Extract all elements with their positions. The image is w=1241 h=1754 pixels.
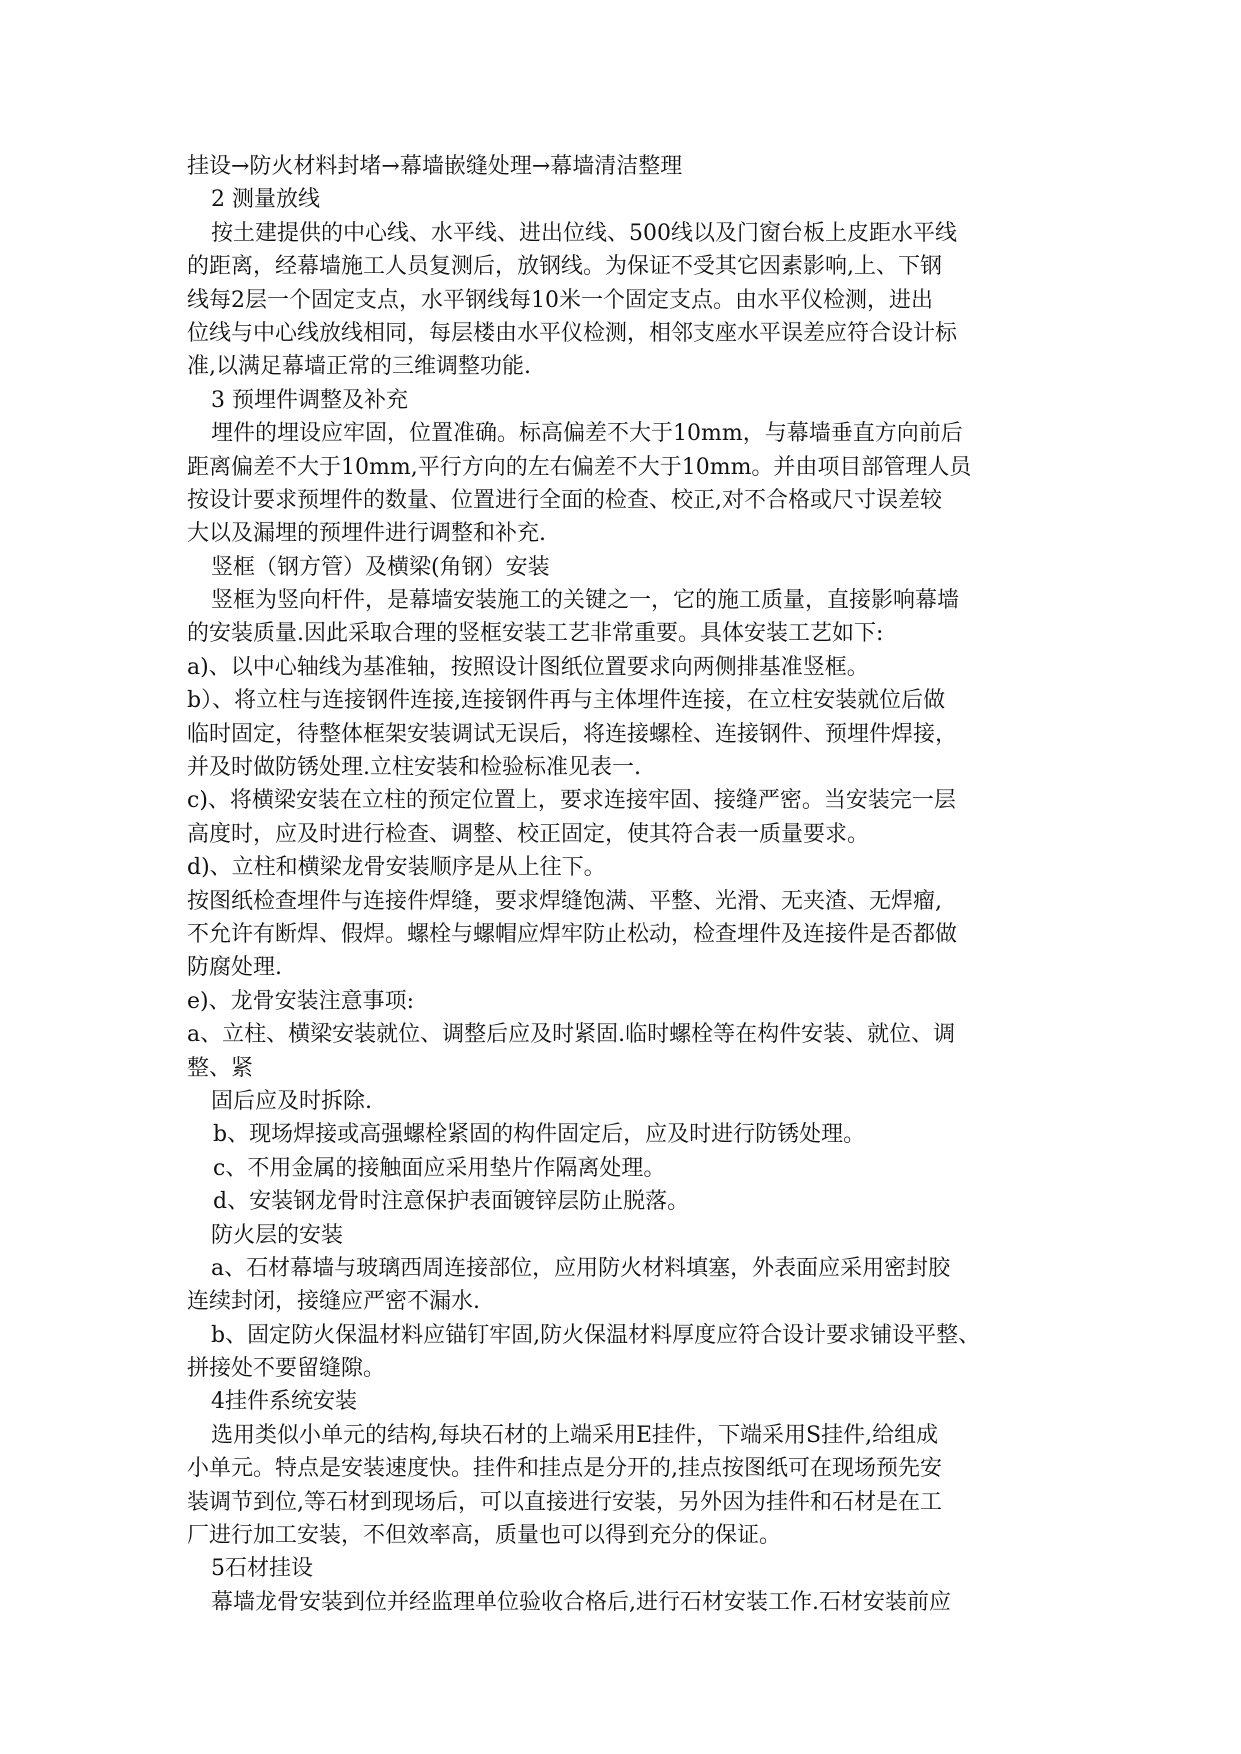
text-line: 3 预埋件调整及补充 [211,387,408,413]
text-line: b）、将立柱与连接钢件连接,连接钢件再与主体埋件连接，在立柱安装就位后做 [187,688,946,714]
text-line: 不允许有断焊、假焊。螺栓与螺帽应焊牢防止松动，检查埋件及连接件是否都做 [187,921,958,947]
text-line: 防腐处理. [187,955,282,981]
text-line: 并及时做防锈处理.立柱安装和检验标准见表一. [187,755,641,781]
text-line: 的距离，经幕墙施工人员复测后，放钢线。为保证不受其它因素影响,上、下钢 [187,254,942,280]
text-line: 的安装质量.因此采取合理的竖框安装工艺非常重要。具体安装工艺如下: [187,621,884,647]
text-line: 厂进行加工安装，不但效率高，质量也可以得到充分的保证。 [187,1523,782,1549]
text-line: c、不用金属的接触面应采用垫片作隔离处理。 [213,1155,666,1181]
document-body [187,150,1055,1619]
text-line: e)、龙骨安装注意事项: [187,988,415,1014]
text-line: 位线与中心线放线相同，每层楼由水平仪检测，相邻支座水平误差应符合设计标 [187,320,958,346]
text-line: 装调节到位,等石材到现场后，可以直接进行安装，另外因为挂件和石材是在工 [187,1489,942,1515]
text-line: 距离偏差不大于10mm,平行方向的左右偏差不大于10mm。并由项目部管理人员 [187,454,972,480]
text-line: 临时固定，待整体框架安装调试无误后，将连接螺栓、连接钢件、预埋件焊接， [187,721,958,747]
text-line: 固后应及时拆除. [211,1088,372,1114]
text-line: 按土建提供的中心线、水平线、进出位线、500线以及门窗台板上皮距水平线 [211,220,957,246]
text-line: d、安装钢龙骨时注意保护表面镀锌层防止脱落。 [213,1189,690,1215]
text-line: b、现场焊接或高强螺栓紧固的构件固定后，应及时进行防锈处理。 [213,1122,866,1148]
text-line: 小单元。特点是安装速度快。挂件和挂点是分开的,挂点按图纸可在现场预先安 [187,1456,942,1482]
text-line: 5石材挂设 [211,1556,313,1582]
text-line: 选用类似小单元的结构,每块石材的上端采用E挂件，下端采用S挂件,给组成 [211,1422,939,1448]
text-line: c)、将横梁安装在立柱的预定位置上，要求连接牢固、接缝严密。当安装完一层 [187,788,956,814]
text-line: 整、紧 [187,1055,254,1081]
text-line: 埋件的埋设应牢固，位置准确。标高偏差不大于10mm，与幕墙垂直方向前后 [211,421,963,447]
text-line: a、石材幕墙与玻璃西周连接部位，应用防火材料填塞，外表面应采用密封胶 [211,1255,951,1281]
text-line: 挂设→防火材料封堵→幕墙嵌缝处理→幕墙清洁整理 [187,154,683,179]
text-line: 按设计要求预埋件的数量、位置进行全面的检查、校正,对不合格或尺寸误差较 [187,487,942,513]
text-line: 竖框为竖向杆件，是幕墙安装施工的关键之一，它的施工质量，直接影响幕墙 [211,588,960,614]
text-line: d)、立柱和横梁龙骨安装顺序是从上往下。 [187,855,606,881]
text-line: 线每2层一个固定支点，水平钢线每10米一个固定支点。由水平仪检测，进出 [187,287,933,313]
text-line: 2 测量放线 [211,187,320,213]
text-line: a)、以中心轴线为基准轴，按照设计图纸位置要求向两侧排基准竖框。 [187,654,869,680]
text-line: 高度时，应及时进行检查、调整、校正固定，使其符合表一质量要求。 [187,821,870,847]
text-line: 4挂件系统安装 [211,1389,357,1415]
text-line: 连续封闭，接缝应严密不漏水. [187,1289,480,1315]
text-line: a、立柱、横梁安装就位、调整后应及时紧固.临时螺栓等在构件安装、就位、调 [187,1022,956,1048]
text-line: b、固定防火保温材料应锚钉牢固,防火保温材料厚度应符合设计要求铺设平整、 [211,1322,981,1348]
text-line: 防火层的安装 [211,1222,344,1248]
text-line: 拼接处不要留缝隙。 [187,1356,386,1382]
text-line: 大以及漏埋的预埋件进行调整和补充. [187,521,546,547]
text-line: 幕墙龙骨安装到位并经监理单位验收合格后,进行石材安装工作.石材安装前应 [211,1589,951,1615]
text-line: 竖框（钢方管）及横梁(角钢）安装 [211,554,550,580]
text-line: 准,以满足幕墙正常的三维调整功能. [187,354,531,380]
text-line: 按图纸检查埋件与连接件焊缝，要求焊缝饱满、平整、光滑、无夹渣、无焊瘤, [187,888,942,914]
